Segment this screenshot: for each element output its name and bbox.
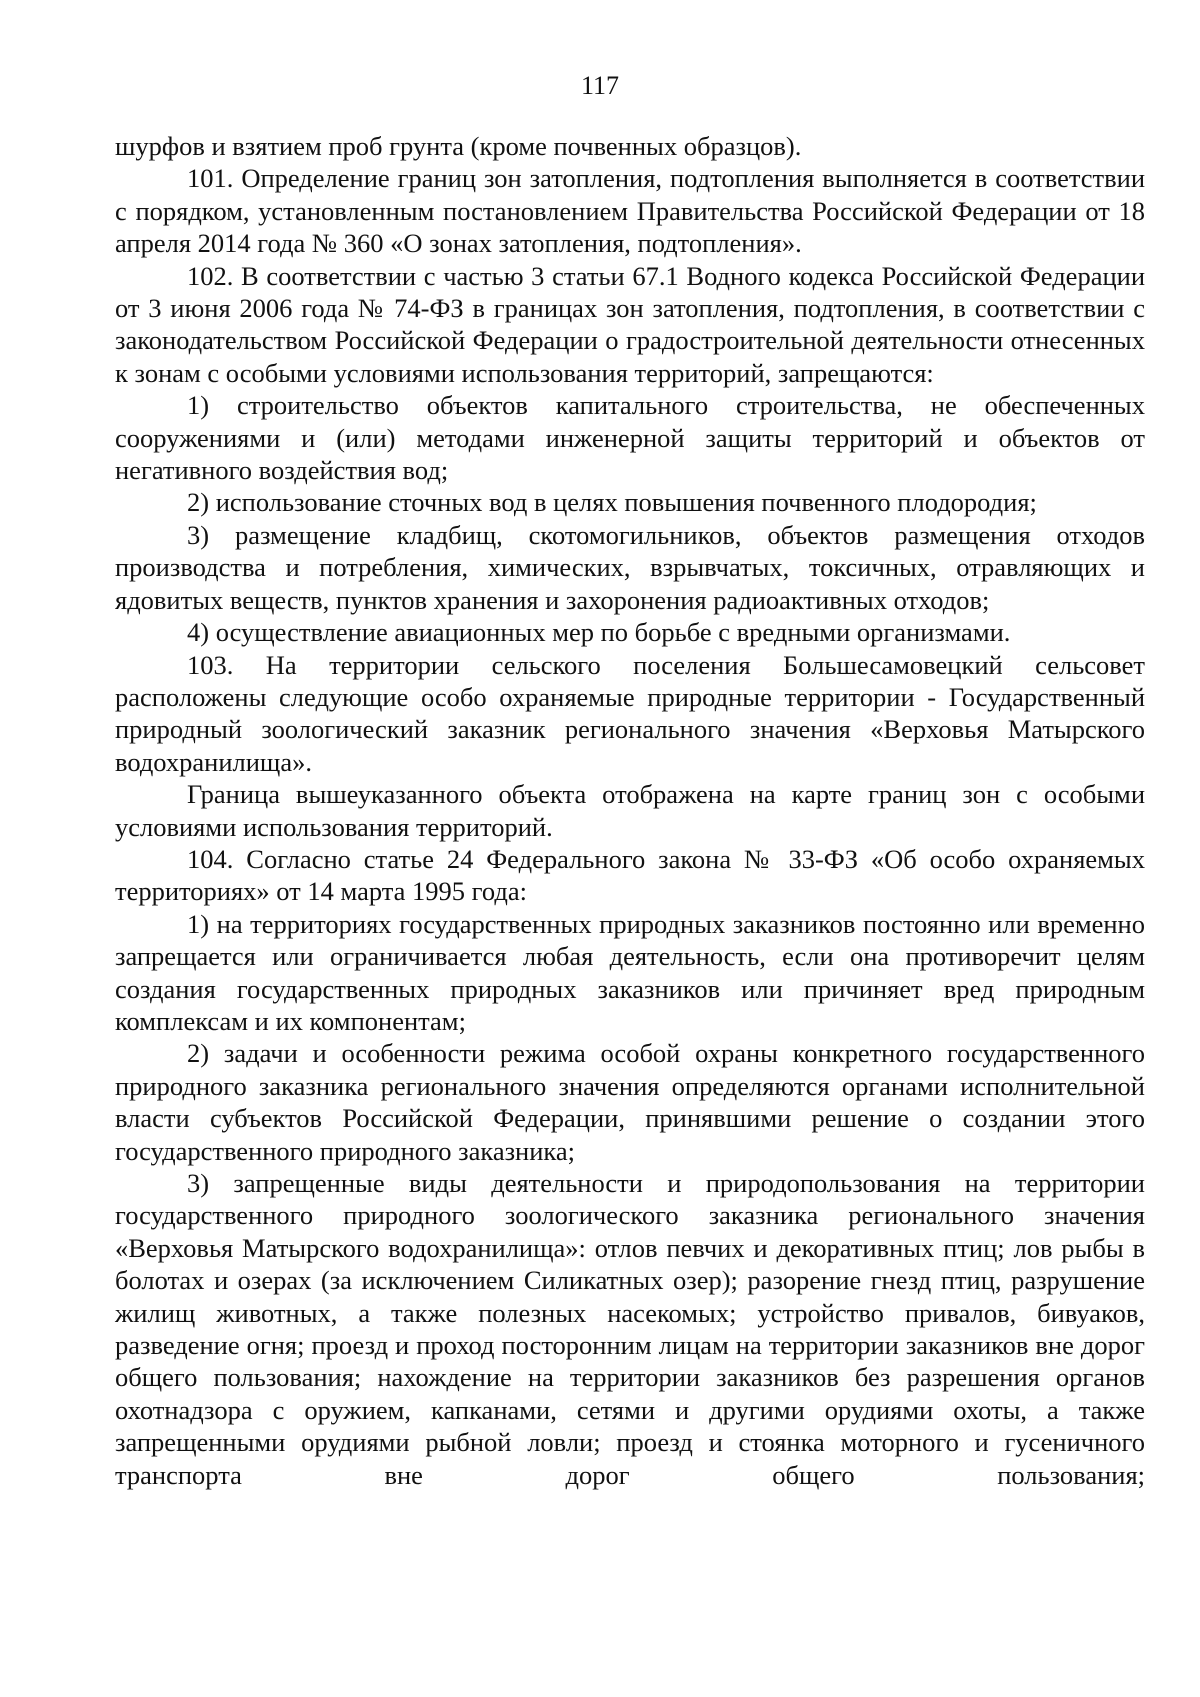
list-item-102-3: 3) размещение кладбищ, скотомогильников, объектов размещения отходов производства и потребления, химических, взрывчатых, токсичных, отравляющих и ядовитых веществ, пунктов хранения и захоронения радиоактивных отходов; [115, 519, 1145, 615]
paragraph-boundary-note: Граница вышеуказанного объекта отображена на карте границ зон с особыми условиями использования территорий. [115, 779, 1145, 842]
paragraph-101: 101. Определение границ зон затопления, подтопления выполняется в соответствии с порядком, установленным постановлением Правительства Российской Федерации от 18 апреля 2014 года № 360 «О зонах затопления, подтопления». [115, 163, 1145, 259]
list-item-104-3: 3) запрещенные виды деятельности и природопользования на территории государственного природного зоологического заказника регионального значения «Верховья Матырского водохранилища»: отлов певчих и декоративных птиц; лов рыбы в болотах и озерах (за исключением Силикатных озер); разорение гнезд птиц, разрушение жилищ животных, а также полезных насекомых; устройство привалов, бивуаков, разведение огня; проезд и проход посторонним лицам на территории заказников вне дорог общего пользования; нахождение на территории заказников без разрешения органов охотнадзора с оружием, капканами, сетями и другими орудиями охоты, а также запрещенными орудиями рыбной ловли; проезд и стоянка моторного и гусеничного транспорта вне дорог общего пользования; [115, 1168, 1145, 1490]
document-body [115, 130, 1145, 1491]
page-number: 117 [580, 71, 620, 100]
list-item-102-1: 1) строительство объектов капитального строительства, не обеспеченных сооружениями и (или) методами инженерной защиты территорий и объектов от негативного воздействия вод; [115, 390, 1145, 486]
paragraph-continuation: шурфов и взятием проб грунта (кроме почвенных образцов). [115, 131, 802, 161]
paragraph-103: 103. На территории сельского поселения Большесамовецкий сельсовет расположены следующие особо охраняемые природные территории - Государственный природный зоологический заказник регионального значения «Верховья Матырского водохранилища». [115, 649, 1145, 777]
list-item-104-1: 1) на территориях государственных природных заказников постоянно или временно запрещается или ограничивается любая деятельность, если она противоречит целям создания государственных природных заказников или причиняет вред природным комплексам и их компонентам; [115, 908, 1145, 1036]
paragraph-102: 102. В соответствии с частью 3 статьи 67.1 Водного кодекса Российской Федерации от 3 июня 2006 года № 74-ФЗ в границах зон затопления, подтопления, в соответствии с законодательством Российской Федерации о градостроительной деятельности отнесенных к зонам с особыми условиями использования территорий, запрещаются: [115, 260, 1145, 388]
list-item-102-2: 2) использование сточных вод в целях повышения почвенного плодородия; [187, 487, 1037, 518]
paragraph-104: 104. Согласно статье 24 Федерального закона № 33-ФЗ «Об особо охраняемых территориях» от 14 марта 1995 года: [115, 843, 1145, 907]
list-item-104-2: 2) задачи и особенности режима особой охраны конкретного государственного природного заказника регионального значения определяются органами исполнительной власти субъектов Российской Федерации, принявшими решение о создании этого государственного природного заказника; [115, 1038, 1145, 1166]
list-item-102-4: 4) осуществление авиационных мер по борьбе с вредными организмами. [187, 617, 1011, 648]
